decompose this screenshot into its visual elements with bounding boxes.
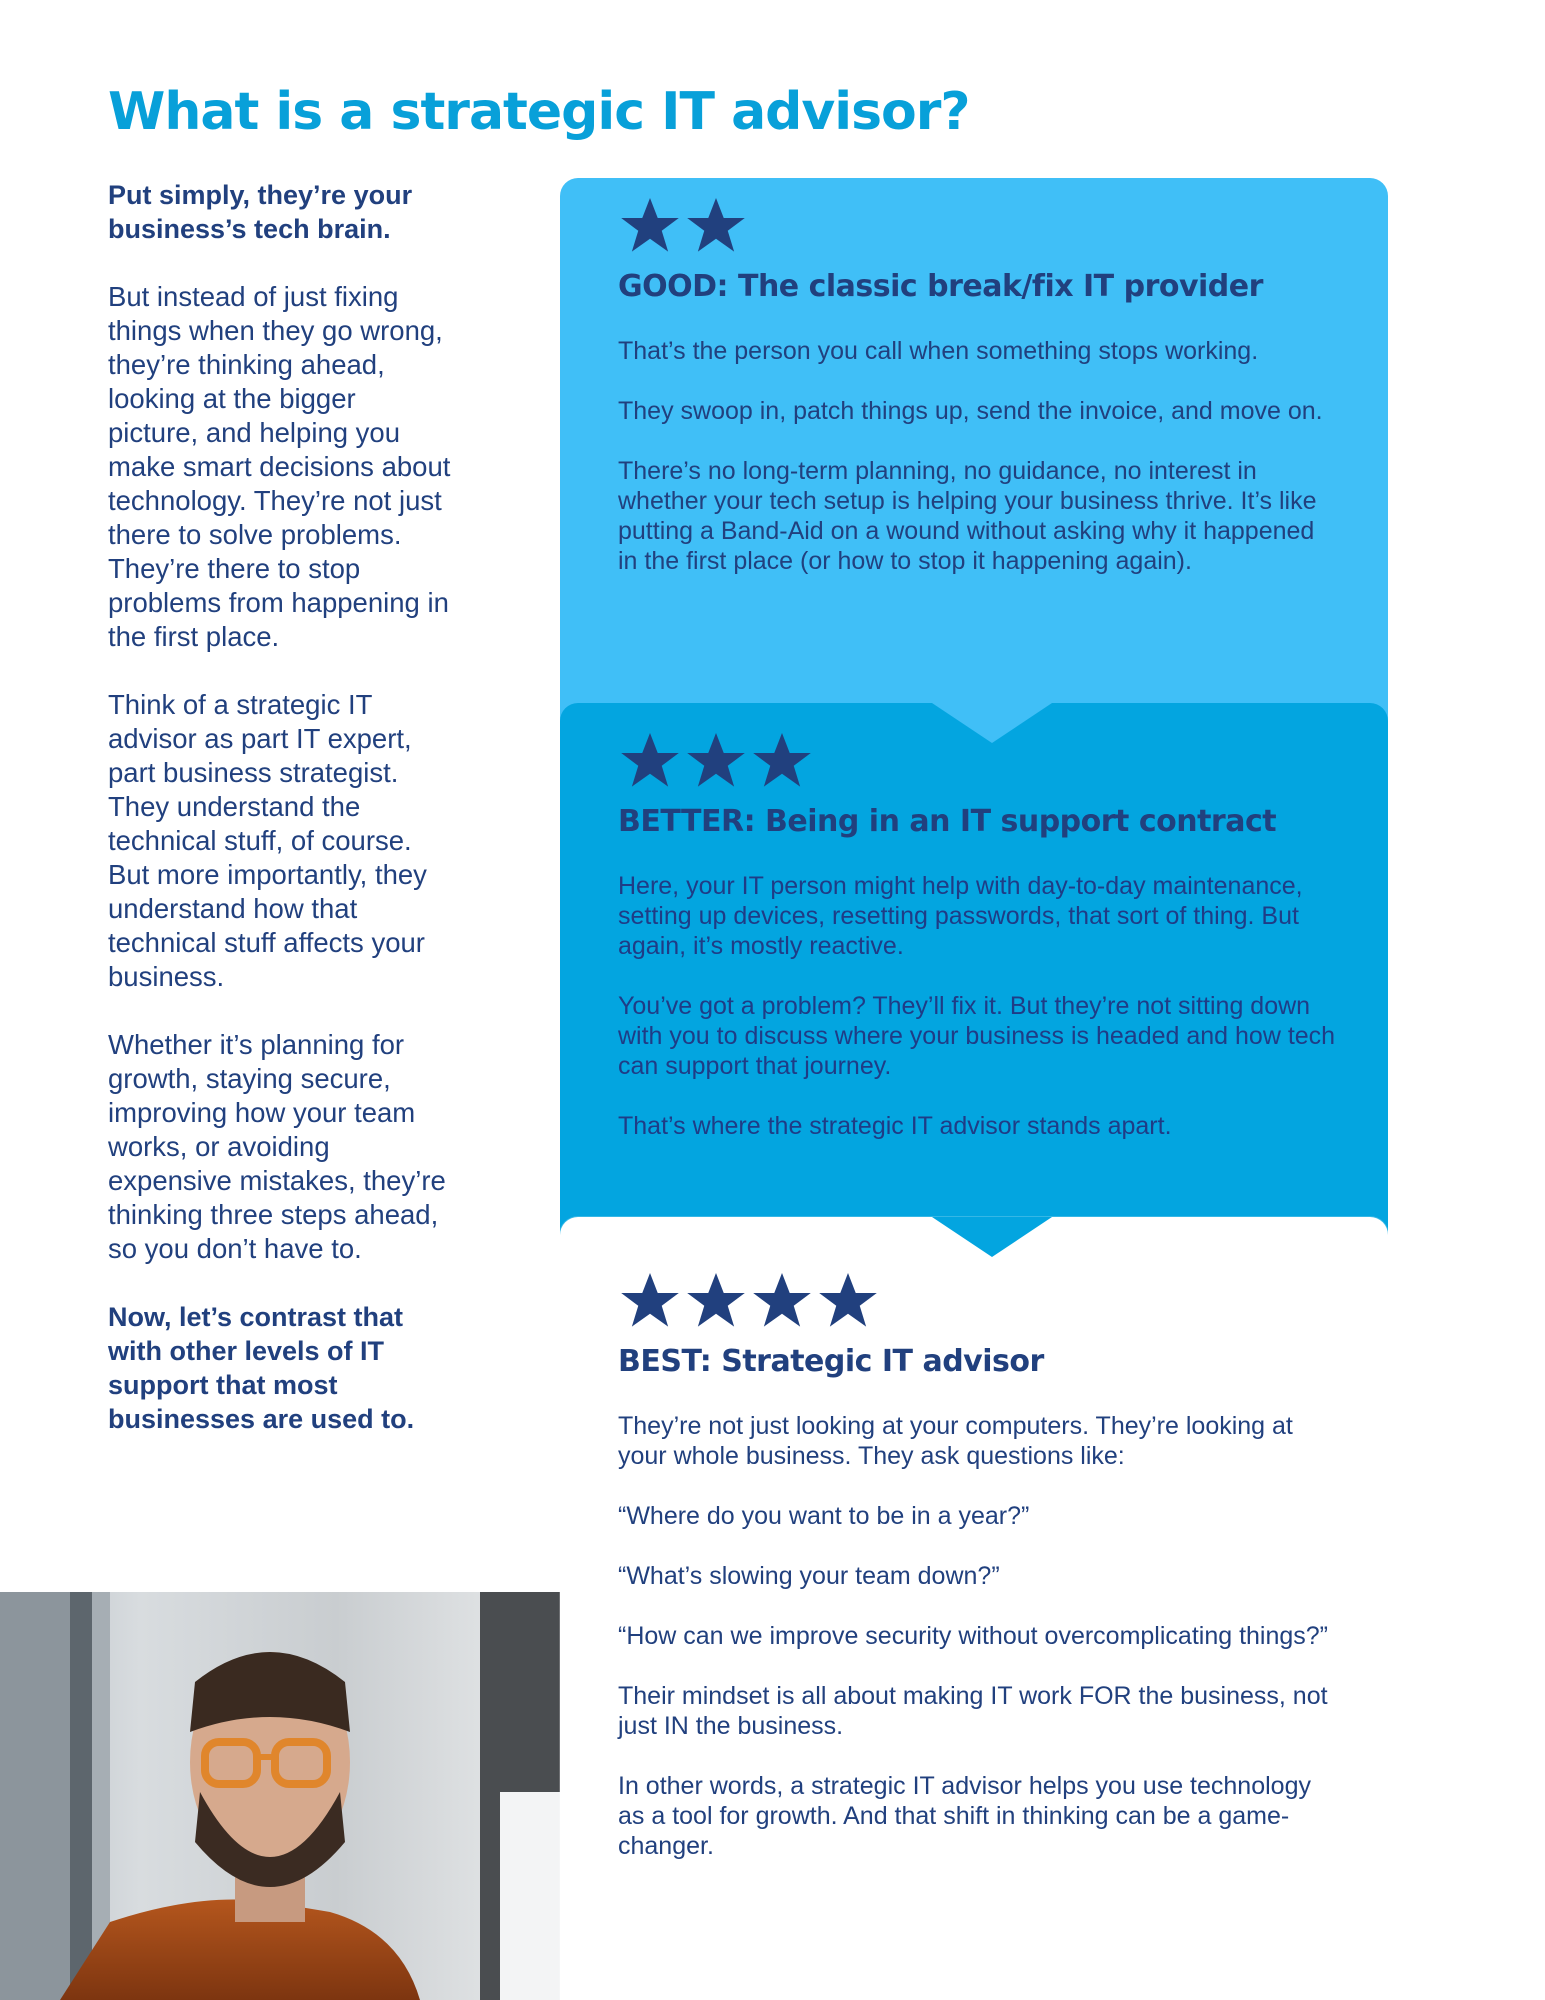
rating-stars	[618, 194, 1338, 258]
man-with-glasses-photo	[0, 1592, 560, 2000]
card-paragraph: They’re not just looking at your computers. They’re looking at your whole business. They ask questions like:	[618, 1412, 1293, 1470]
card-paragraph: “What’s slowing your team down?”	[618, 1562, 1000, 1590]
card-paragraph: That’s the person you call when something stops working.	[618, 337, 1259, 365]
card-body	[618, 1411, 1338, 1861]
intro-paragraph-1: But instead of just fixing things when they go wrong, they’re thinking ahead, looking at the bigger picture, and helping you make smart decisions about technology. They’re not just there to solve problems. They’re there to stop problems from happening in the first place.	[108, 281, 451, 652]
intro-paragraph-3: Whether it’s planning for growth, staying secure, improving how your team works, or avoiding expensive mistakes, they’re thinking three steps ahead, so you don’t have to.	[108, 1029, 446, 1264]
card-heading: BEST: Strategic IT advisor	[618, 1344, 1044, 1379]
card-paragraph: Here, your IT person might help with day-to-day maintenance, setting up devices, resetting passwords, that sort of thing. But again, it’s mostly reactive.	[618, 872, 1303, 960]
card-heading: GOOD: The classic break/fix IT provider	[618, 269, 1263, 304]
card-paragraph: “How can we improve security without overcomplicating things?”	[618, 1622, 1329, 1650]
card-paragraph: They swoop in, patch things up, send the invoice, and move on.	[618, 397, 1323, 425]
star-icon	[618, 194, 682, 258]
card-paragraph: “Where do you want to be in a year?”	[618, 1502, 1030, 1530]
card-paragraph: There’s no long-term planning, no guidance, no interest in whether your tech setup is helping your business thrive. It’s like putting a Band-Aid on a wound without asking why it happened in the first place (or how to stop it happening again).	[618, 457, 1317, 575]
card-notch	[932, 1217, 1052, 1257]
card-paragraph: You’ve got a problem? They’ll fix it. But they’re not sitting down with you to discuss where your business is headed and how tech can support that journey.	[618, 992, 1336, 1080]
star-icon	[816, 1269, 880, 1333]
card-better	[560, 703, 1388, 1263]
card-paragraph: That’s where the strategic IT advisor stands apart.	[618, 1112, 1172, 1140]
intro-paragraph-2: Think of a strategic IT advisor as part IT expert, part business strategist. They understand the technical stuff, of course. But more importantly, they understand how that technical stuff affects your business.	[108, 689, 427, 992]
card-body	[618, 336, 1338, 576]
card-body	[618, 871, 1338, 1141]
page-title: What is a strategic IT advisor?	[108, 82, 970, 142]
card-best	[560, 1217, 1388, 2000]
star-icon	[684, 194, 748, 258]
rating-stars	[618, 729, 1338, 793]
star-icon	[684, 729, 748, 793]
star-icon	[750, 1269, 814, 1333]
intro-closing: Now, let’s contrast that with other levels of IT support that most businesses are used to.	[108, 1302, 415, 1434]
star-icon	[618, 1269, 682, 1333]
star-icon	[684, 1269, 748, 1333]
card-paragraph: Their mindset is all about making IT work FOR the business, not just IN the business.	[618, 1682, 1328, 1740]
rating-stars	[618, 1269, 1338, 1333]
card-good	[560, 178, 1388, 778]
intro-column	[108, 178, 453, 1470]
card-paragraph: In other words, a strategic IT advisor helps you use technology as a tool for growth. And that shift in thinking can be a game-changer.	[618, 1772, 1311, 1860]
star-icon	[618, 729, 682, 793]
intro-lead: Put simply, they’re your business’s tech brain.	[108, 180, 413, 244]
card-heading: BETTER: Being in an IT support contract	[618, 804, 1277, 839]
star-icon	[750, 729, 814, 793]
